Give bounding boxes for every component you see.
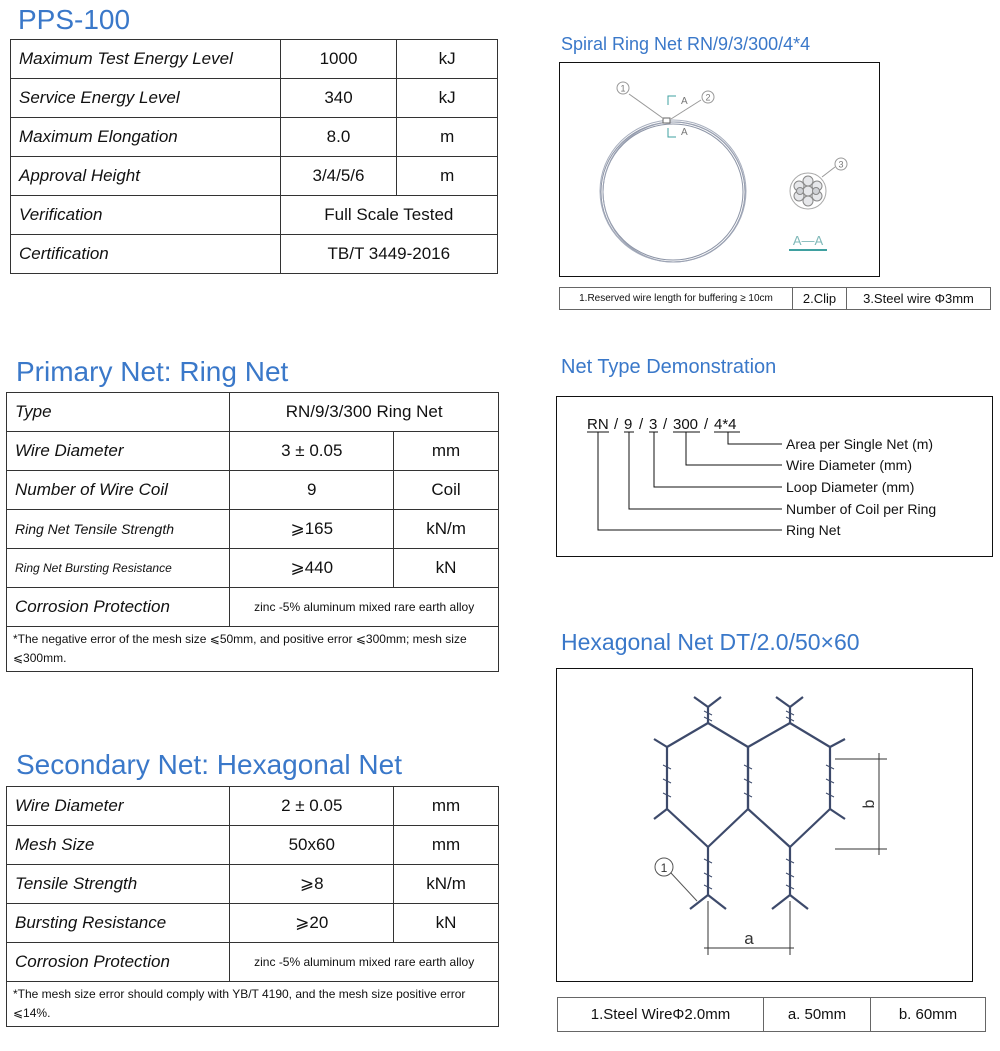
row-unit: kJ [397,40,498,79]
dimension-b-label: b [861,799,878,809]
row-unit: Coil [394,471,499,510]
row-unit: mm [394,432,499,471]
row-label: Service Energy Level [11,79,281,118]
dimension-a-label: a [744,929,754,948]
table-row [7,588,499,627]
row-label: Corrosion Protection [7,943,230,982]
row-value: ⩾440 [230,549,394,588]
table-row [7,471,499,510]
row-label: Mesh Size [7,826,230,865]
table-row [7,510,499,549]
code-description: Loop Diameter (mm) [786,479,915,495]
row-value: 8.0 [280,118,397,157]
table-row [7,549,499,588]
code-description: Ring Net [786,522,841,538]
section-mark-top: A [681,96,688,107]
legend-item: 3.Steel wire Φ3mm [847,288,991,310]
callout-3: 3 [838,159,844,170]
legend-item: 1.Steel WireΦ2.0mm [558,998,764,1032]
secondary-title: Secondary Net: Hexagonal Net [16,749,402,780]
hexagonal-legend [557,997,986,1032]
wire-cross-section [790,173,826,209]
row-value: 1000 [280,40,397,79]
legend-item: b. 60mm [871,998,986,1032]
code-description: Number of Coil per Ring [786,501,937,517]
section-label: A—A [792,233,824,248]
table-row [7,393,499,432]
spiral-title: Spiral Ring Net RN/9/3/300/4*4 [561,34,811,54]
row-value: 3 ± 0.05 [230,432,394,471]
row-unit: m [397,118,498,157]
net-type-diagram [556,396,993,557]
section-mark-bottom: A [681,127,688,138]
row-value: zinc -5% aluminum mixed rare earth alloy [230,588,499,627]
row-value: 340 [280,79,397,118]
primary-spec-table [6,392,499,672]
table-row [11,40,498,79]
row-label: Wire Diameter [7,432,230,471]
row-label: Number of Wire Coil [7,471,230,510]
table-row [11,79,498,118]
legend-item: a. 50mm [764,998,871,1032]
table-row [7,943,499,982]
code-sep: / [704,416,709,433]
code-description: Wire Diameter (mm) [786,457,912,473]
row-label: Wire Diameter [7,787,230,826]
row-label: Ring Net Tensile Strength [7,510,230,549]
code-sep: / [614,416,619,433]
row-unit: kN [394,904,499,943]
row-value: ⩾8 [230,865,394,904]
row-unit: kN [394,549,499,588]
row-value: RN/9/3/300 Ring Net [230,393,499,432]
net-type-drawing [557,397,994,558]
table-row [7,865,499,904]
row-unit: kN/m [394,865,499,904]
table-row [7,826,499,865]
table-row [7,904,499,943]
row-label: Certification [11,235,281,274]
code-sep: / [663,416,668,433]
row-value: 3/4/5/6 [280,157,397,196]
table-note: *The mesh size error should comply with YB/T 4190, and the mesh size positive error ⩽14%. [7,982,499,1027]
row-value: 9 [230,471,394,510]
code-part: 9 [624,416,633,433]
spiral-legend [559,287,991,310]
hex-mesh [654,697,845,909]
net-type-title: Net Type Demonstration [561,356,777,378]
table-row [11,235,498,274]
code-part: 3 [649,416,658,433]
hexagonal-title: Hexagonal Net DT/2.0/50×60 [561,629,860,655]
row-value: TB/T 3449-2016 [280,235,497,274]
row-unit: mm [394,826,499,865]
row-label: Tensile Strength [7,865,230,904]
row-label: Maximum Test Energy Level [11,40,281,79]
spiral-diagram [559,62,880,277]
row-unit: m [397,157,498,196]
row-label: Bursting Resistance [7,904,230,943]
table-row [7,982,499,1027]
row-value: ⩾165 [230,510,394,549]
row-value: 2 ± 0.05 [230,787,394,826]
row-label: Maximum Elongation [11,118,281,157]
row-unit: mm [394,787,499,826]
hexagonal-diagram [556,668,973,982]
row-unit: kN/m [394,510,499,549]
hex-callout-1: 1 [660,861,668,875]
table-row [11,196,498,235]
table-note: *The negative error of the mesh size ⩽50mm, and positive error ⩽300mm; mesh size ⩽300mm. [7,627,499,672]
primary-title: Primary Net: Ring Net [16,356,289,387]
code-part: RN [587,416,609,433]
hexagonal-drawing [557,669,974,983]
code-part: 4*4 [714,416,737,433]
legend-item: 1.Reserved wire length for buffering ≥ 10cm [560,288,793,310]
row-unit: kJ [397,79,498,118]
row-value: zinc -5% aluminum mixed rare earth alloy [230,943,499,982]
callout-2: 2 [705,92,711,103]
row-label: Type [7,393,230,432]
table-row [7,627,499,672]
code-description: Area per Single Net (m) [786,436,934,452]
pps-title: PPS-100 [18,4,131,35]
table-row [7,787,499,826]
table-row [7,432,499,471]
row-label: Corrosion Protection [7,588,230,627]
row-label: Verification [11,196,281,235]
row-value: ⩾20 [230,904,394,943]
code-part: 300 [673,416,699,433]
secondary-spec-table [6,786,499,1027]
row-value: Full Scale Tested [280,196,497,235]
legend-item: 2.Clip [793,288,847,310]
spiral-ring-drawing [560,63,881,278]
row-label: Approval Height [11,157,281,196]
pps-spec-table [10,39,498,274]
table-row [11,118,498,157]
row-value: 50x60 [230,826,394,865]
row-label: Ring Net Bursting Resistance [7,549,230,588]
code-sep: / [639,416,644,433]
callout-1: 1 [620,83,626,94]
table-row [11,157,498,196]
